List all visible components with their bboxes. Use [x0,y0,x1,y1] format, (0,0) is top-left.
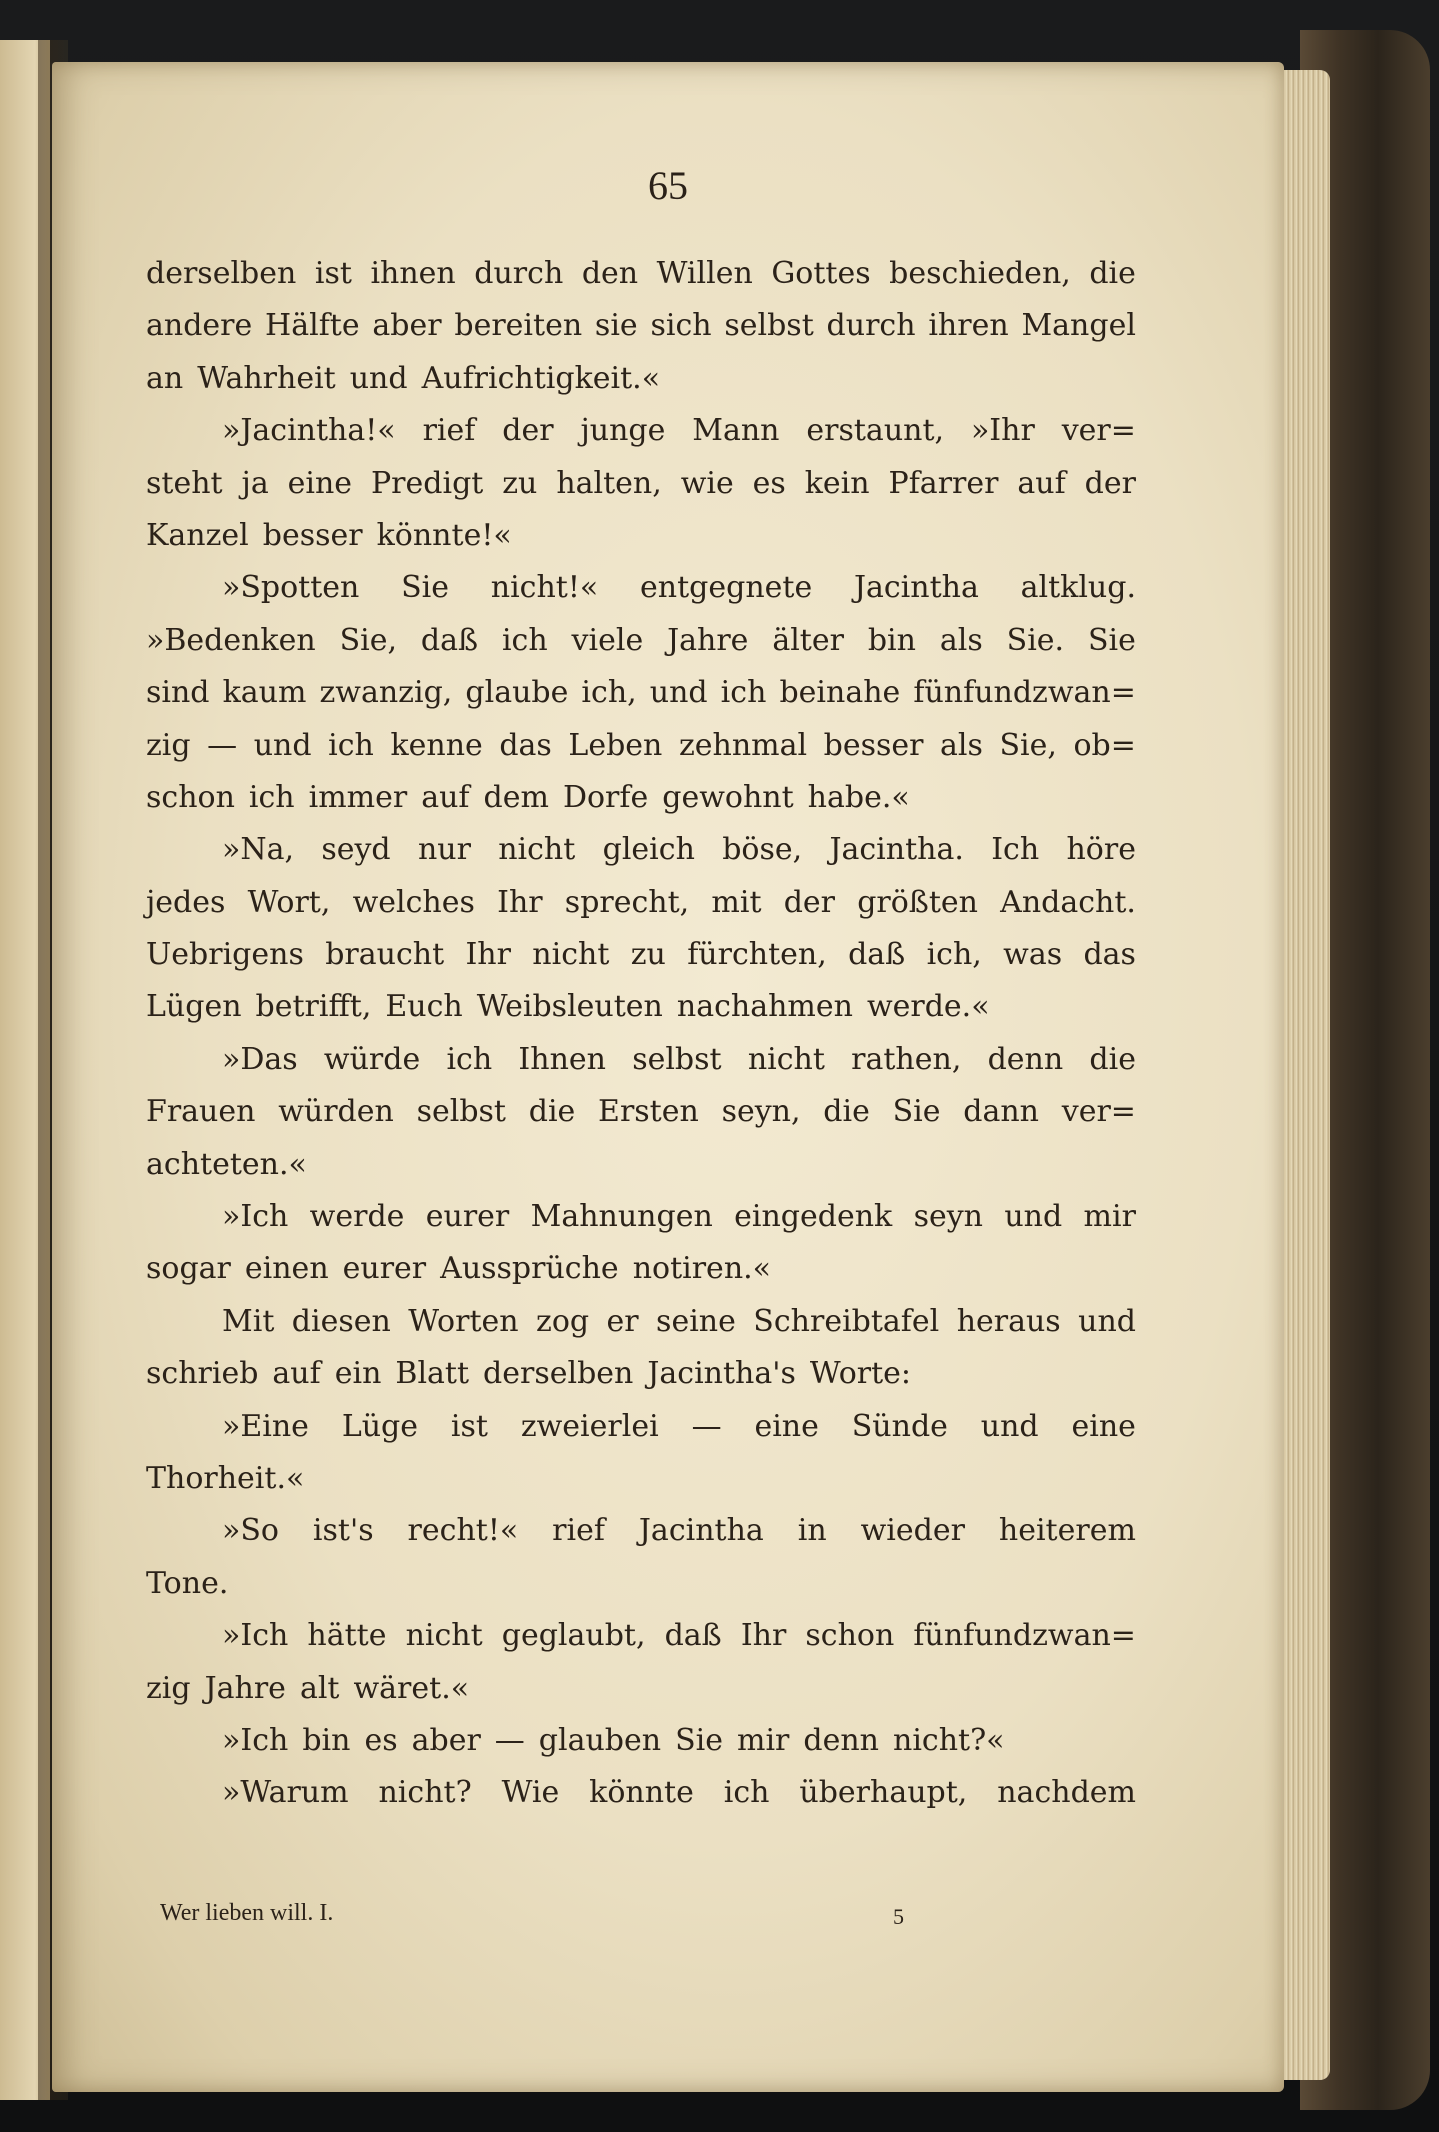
text-word: Sie [1087,622,1136,658]
text-word: selbst [416,1094,506,1130]
text-word: zweierlei [520,1408,659,1444]
text-word: kaum [222,675,307,711]
text-word: sogar [146,1251,231,1287]
text-line [146,667,1136,719]
text-word: ich, [581,675,637,711]
text-word: rief [422,413,476,449]
text-line [146,562,1136,614]
text-word: »Eine [222,1408,309,1444]
text-word: zu [630,937,666,973]
text-word: sprecht, [564,884,690,920]
text-line [146,615,1136,667]
text-word: Andacht. [1000,884,1136,920]
text-word: »Warum [222,1775,349,1811]
text-word: Hälfte [265,308,360,344]
text-word: — [691,1408,722,1444]
text-word: Ersten [598,1094,699,1130]
text-word: Thorheit.« [146,1460,305,1496]
text-word: ver= [1061,413,1136,449]
text-word: nicht [405,1618,483,1654]
text-word: der [1084,465,1136,501]
text-word: »Na, [222,832,295,868]
text-word: Wie [501,1775,560,1811]
text-word: Sie [675,1722,723,1758]
text-word: Jacintha. [829,832,964,868]
text-line [146,458,1136,510]
text-word: geglaubt, [501,1618,646,1654]
text-word: nicht?« [893,1722,1005,1758]
text-word: und [980,1408,1039,1444]
text-line [146,1034,1136,1086]
text-word: Mangel [1021,308,1136,344]
text-word: entgegnete [640,570,813,606]
text-line [146,1663,1136,1715]
text-word: er [606,1303,639,1339]
text-line [146,1086,1136,1138]
text-word: schon [805,1618,895,1654]
text-word: glauben [538,1722,662,1758]
text-word: ich [720,675,767,711]
text-word: nicht [532,937,610,973]
text-word: denn [803,1722,879,1758]
text-word: alt [299,1670,340,1706]
text-word: aber [411,1722,481,1758]
text-word: rathen, [851,1041,962,1077]
text-word: Aufrichtigkeit.« [421,360,661,396]
text-word: Wort, [247,884,331,920]
text-word: Kanzel [146,517,249,553]
text-word: zig [146,727,191,763]
text-word: ich, [926,937,982,973]
text-line [146,248,1136,300]
text-word: ihren [928,308,1009,344]
text-line [146,1401,1136,1453]
text-word: höre [1066,832,1136,868]
text-word: dann [963,1094,1039,1130]
text-word: erstaunt, [806,413,945,449]
text-word: der [502,413,554,449]
text-word: »Bedenken [146,622,316,658]
text-word: »Jacintha!« [222,413,396,449]
text-word: fünfundzwan= [913,675,1136,711]
text-word: mir [737,1722,790,1758]
text-word: selbst [724,308,814,344]
text-word: in [797,1513,827,1549]
text-word: überhaupt, [799,1775,968,1811]
page-text [146,248,1136,1820]
text-word: nicht [747,1041,825,1077]
text-word: Gottes [771,256,871,291]
text-word: Mahnungen [530,1199,713,1235]
text-word: Ihr [497,884,543,920]
text-word: bin [867,622,916,658]
text-word: und [349,360,408,396]
text-line [146,1767,1136,1819]
text-word: — [494,1722,525,1758]
text-line [146,1348,1136,1400]
book-page [52,62,1284,2092]
text-word: Weibsleuten [476,989,663,1025]
text-word: mit [711,884,762,920]
text-word: steht [146,465,223,501]
text-word: »Ich [222,1722,289,1758]
text-word: Sünde [851,1408,948,1444]
text-word: Ihr [465,937,511,973]
text-line [146,1191,1136,1243]
text-line [146,877,1136,929]
text-word: Worten [408,1303,519,1339]
text-word: als [940,727,983,763]
text-word: Uebrigens [146,937,304,973]
text-word: was [1003,937,1063,973]
text-word: zu [502,465,538,501]
text-word: Sie, [999,727,1057,763]
text-word: wie [680,465,734,501]
text-line [146,1139,1136,1191]
text-word: daß [848,937,906,973]
text-line [146,1505,1136,1557]
text-word: viele [571,622,644,658]
text-line [146,1558,1136,1610]
text-word: selbst [632,1041,722,1077]
text-word: auf [421,779,470,815]
text-word: ist's [312,1513,374,1549]
text-word: die [528,1094,576,1130]
text-word: durch [474,256,564,291]
text-word: könnte [589,1775,694,1811]
text-line [146,1610,1136,1662]
text-word: böse, [722,832,803,868]
text-word: halten, [556,465,662,501]
text-word: eine [287,465,353,501]
text-word: Jahre [667,622,749,658]
text-word: zwanzig, [319,675,453,711]
text-word: sie [594,308,638,344]
text-word: jedes [146,884,226,920]
text-word: Willen [656,256,753,291]
text-line [146,824,1136,876]
text-line [146,1453,1136,1505]
text-word: und [1078,1303,1136,1339]
text-word: würde [323,1041,421,1077]
text-word: schrieb [146,1356,259,1392]
text-word: Predigt [370,465,484,501]
text-word: mir [1083,1199,1136,1235]
text-word: sich [650,308,712,344]
text-word: der [783,884,836,920]
text-word: derselben [146,256,297,291]
text-word: kenne [390,727,483,763]
text-line [146,510,1136,562]
text-word: seyd [321,832,391,868]
text-word: nicht [498,832,576,868]
text-line [146,981,1136,1033]
text-word: ist [314,256,352,291]
text-word: seyn, [721,1094,801,1130]
text-word: ob= [1073,727,1136,763]
text-word: diesen [291,1303,391,1339]
text-word: werde.« [866,989,990,1025]
text-line [146,1243,1136,1295]
text-word: bin [302,1722,351,1758]
text-word: das [499,727,552,763]
text-word: es [364,1722,398,1758]
text-word: zig [146,1670,191,1706]
text-word: »So [222,1513,279,1549]
text-line [146,1715,1136,1767]
text-word: Sie. [1006,622,1065,658]
text-word: andere [146,308,253,344]
text-word: auf [1017,465,1066,501]
text-word: eine [754,1408,819,1444]
text-word: eurer [425,1199,510,1235]
text-word: recht!« [407,1513,519,1549]
text-word: »Ihr [970,413,1035,449]
text-word: bereiten [454,308,583,344]
text-word: besser [262,517,363,553]
text-word: nachdem [997,1775,1136,1811]
text-word: Sie [892,1094,941,1130]
text-word: — [207,727,238,763]
text-word: Lügen [146,989,242,1025]
text-word: rief [552,1513,605,1549]
text-word: Ihnen [518,1041,606,1077]
text-word: aber [372,308,442,344]
text-word: Leben [568,727,663,763]
text-word: braucht [325,937,445,973]
page-number: 65 [648,163,688,208]
text-word: besser [823,727,924,763]
text-word: »Ich [222,1199,289,1235]
text-word: könnte!« [376,517,512,553]
text-word: an [146,360,184,396]
text-word: einen [244,1251,329,1287]
text-word: Schreibtafel [753,1303,940,1339]
text-word: ist [450,1408,488,1444]
text-word: zog [536,1303,590,1339]
text-word: daß [664,1618,722,1654]
text-word: ich [248,779,295,815]
text-word: fürchten, [687,937,827,973]
text-word: junge [580,413,666,449]
text-word: Euch [385,989,463,1025]
text-word: seine [656,1303,736,1339]
text-word: derselben [483,1356,634,1392]
text-word: ich [446,1041,493,1077]
text-word: daß [420,622,479,658]
text-word: und [649,675,708,711]
text-word: habe.« [807,779,910,815]
text-word: kein [804,465,870,501]
text-word: Dorfe [562,779,649,815]
text-word: betrifft, [255,989,372,1025]
signature-number: 5 [893,1904,904,1929]
text-word: als [939,622,983,658]
text-line [146,720,1136,772]
text-word: notiren.« [632,1251,772,1287]
text-word: Jacintha [638,1513,764,1549]
text-word: auf [272,1356,321,1392]
text-word: Blatt [395,1356,470,1392]
signature-title: Wer lieben will. I. [160,1900,334,1926]
text-word: heraus [956,1303,1061,1339]
text-line [146,1296,1136,1348]
text-word: sind [146,675,210,711]
text-word: und [1004,1199,1063,1235]
text-word: Sie [401,570,450,606]
text-word: werde [309,1199,405,1235]
text-word: ich [501,622,548,658]
text-word: ich [723,1775,770,1811]
text-line [146,772,1136,824]
text-word: durch [826,308,916,344]
text-word: es [752,465,786,501]
text-word: »Das [222,1041,298,1077]
text-word: ein [334,1356,382,1392]
text-word: altklug. [1020,570,1136,606]
text-word: ihnen [370,256,456,291]
text-word: Worte: [809,1356,912,1392]
text-word: Pfarrer [888,465,999,501]
text-word: Mann [692,413,780,449]
text-word: zehnmal [678,727,808,763]
text-word: heiterem [998,1513,1136,1549]
text-word: älter [772,622,844,658]
text-word: Jahre [204,1670,286,1706]
text-word: ich [328,727,374,763]
text-word: beinahe [779,675,901,711]
text-line [146,353,1136,405]
text-word: nicht!« [490,570,599,606]
text-word: die [1089,1041,1136,1077]
text-word: seyn [913,1199,983,1235]
text-word: gleich [602,832,695,868]
text-word: eurer [342,1251,427,1287]
text-word: Tone. [146,1565,229,1601]
text-word: Ich [991,832,1040,868]
text-word: eine [1071,1408,1136,1444]
text-word: welches [352,884,475,920]
text-word: größten [857,884,978,920]
text-word: Wahrheit [197,360,336,396]
text-word: Sie, [339,622,398,658]
text-line [146,300,1136,352]
text-word: fünfundzwan= [913,1618,1136,1654]
text-word: Lüge [341,1408,419,1444]
text-word: Frauen [146,1094,256,1130]
text-word: eingedenk [734,1199,893,1235]
text-word: wäret.« [353,1670,470,1706]
text-word: Mit [222,1303,275,1339]
text-word: nachahmen [676,989,853,1025]
text-word: achteten.« [146,1146,307,1182]
text-word: schon [146,779,235,815]
text-line [146,929,1136,981]
text-word: glaube [465,675,569,711]
page-footer [160,1900,920,1940]
text-word: gewohnt [662,779,794,815]
text-word: ja [241,465,269,501]
text-word: das [1083,937,1136,973]
text-word: die [823,1094,870,1130]
text-word: den [581,256,639,291]
text-word: denn [987,1041,1064,1077]
text-word: würden [278,1094,394,1130]
text-word: »Ich [222,1618,289,1654]
text-word: wieder [860,1513,965,1549]
text-word: beschieden, [889,256,1071,291]
text-word: und [253,727,312,763]
text-word: immer [308,779,408,815]
text-word: hätte [307,1618,387,1654]
text-word: »Spotten [222,570,360,606]
text-word: Jacintha's [647,1356,796,1392]
text-line [146,405,1136,457]
text-word: nur [417,832,471,868]
text-word: Aussprüche [440,1251,619,1287]
text-word: Ihr [740,1618,787,1654]
text-word: nicht? [378,1775,472,1811]
text-word: die [1089,256,1136,291]
text-word: dem [483,779,549,815]
text-word: ver= [1061,1094,1136,1130]
text-word: Jacintha [853,570,979,606]
